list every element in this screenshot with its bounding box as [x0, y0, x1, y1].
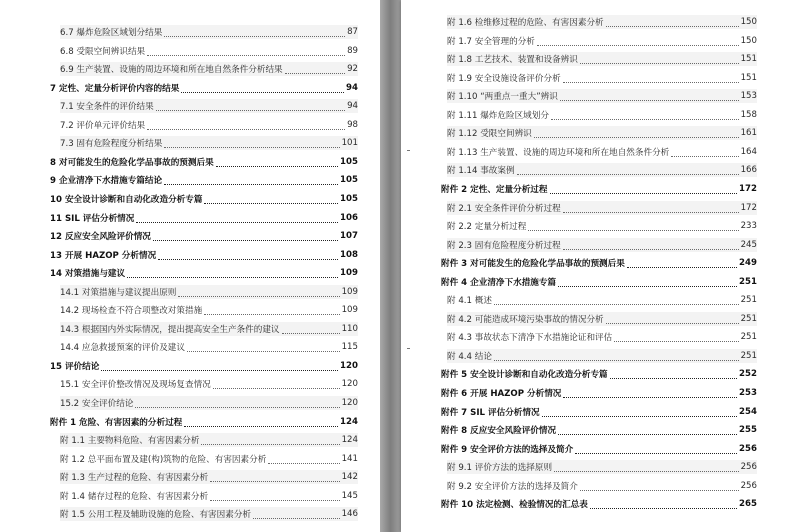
dot-leader — [671, 147, 738, 157]
toc-entry-page: 87 — [347, 27, 358, 37]
dot-leader — [563, 240, 739, 250]
dot-leader — [210, 472, 340, 482]
toc-entry-title: 9 企业清净下水措施专篇结论 — [50, 176, 163, 187]
toc-entry[interactable] — [60, 62, 358, 76]
toc-entry-title: 附 2.3 固有危险程度分析过程 — [447, 240, 561, 251]
toc-entry-page: 251 — [740, 313, 757, 324]
toc-entry-title: 附 1.1 主要物料危险、有害因素分析 — [60, 436, 200, 447]
toc-entry[interactable] — [447, 163, 757, 177]
toc-entry[interactable] — [441, 182, 757, 196]
toc-entry-page: 172 — [739, 183, 757, 194]
dot-leader — [563, 203, 739, 213]
toc-entry[interactable] — [447, 312, 757, 326]
toc-entry-page: 145 — [341, 490, 358, 501]
toc-entry-page: 107 — [340, 231, 358, 242]
toc-entry-page: 166 — [740, 165, 757, 176]
toc-entry[interactable] — [60, 25, 358, 39]
toc-entry-title: 10 安全设计诊断和自动化改造分析专篇 — [50, 194, 203, 205]
toc-entry-page: 151 — [740, 54, 757, 65]
dot-leader — [127, 268, 338, 278]
dot-leader — [216, 157, 338, 167]
toc-entry[interactable] — [50, 266, 358, 280]
dot-leader — [204, 194, 338, 204]
toc-entry[interactable] — [441, 386, 757, 400]
dot-leader — [580, 481, 739, 491]
toc-entry-title: 附件 2 定性、定量分析过程 — [441, 184, 548, 195]
page-gutter — [380, 0, 401, 532]
toc-entry[interactable] — [50, 359, 358, 373]
dot-leader — [494, 351, 739, 361]
toc-entry-title: 附件 3 对可能发生的危险化学品事故的预测后果 — [441, 259, 625, 270]
toc-entry-title: 8 对可能发生的危险化学品事故的预测后果 — [50, 157, 214, 168]
toc-entry-page: 265 — [739, 499, 757, 510]
toc-entry-title: 6.9 生产装置、设施的周边环境和所在地自然条件分析结果 — [60, 65, 283, 76]
toc-entry-page: 255 — [739, 425, 757, 436]
dot-leader — [542, 407, 737, 417]
dot-leader — [563, 73, 739, 83]
toc-entry-page: 110 — [341, 323, 358, 334]
toc-entry[interactable] — [447, 52, 757, 66]
toc-entry-page: 141 — [341, 453, 358, 464]
toc-entry-page: 233 — [740, 221, 757, 232]
dot-leader — [610, 369, 737, 379]
toc-entry[interactable] — [447, 145, 757, 159]
toc-entry-title: 附 1.2 总平面布置及建(构)筑物的危险、有害因素分析 — [60, 454, 267, 465]
dot-leader — [153, 231, 338, 241]
toc-entry[interactable] — [441, 442, 757, 456]
toc-entry-title: 7 定性、定量分析评价内容的结果 — [50, 83, 180, 94]
toc-entry[interactable] — [447, 201, 757, 215]
dot-leader — [268, 454, 339, 464]
toc-entry[interactable] — [60, 303, 358, 317]
toc-entry[interactable] — [50, 229, 358, 243]
toc-entry-title: 附 1.7 安全管理的分析 — [447, 36, 535, 47]
toc-entry-title: 附 2.2 定量分析过程 — [447, 222, 527, 233]
toc-entry-page: 161 — [740, 128, 757, 139]
toc-entry[interactable] — [50, 81, 358, 95]
toc-entry-title: 附 9.1 评价方法的选择原则 — [447, 463, 553, 474]
toc-entry[interactable] — [60, 285, 358, 299]
dot-leader — [285, 64, 345, 74]
toc-entry-title: 附 1.5 公用工程及辅助设施的危险、有害因素分析 — [60, 510, 252, 521]
toc-entry[interactable] — [447, 460, 757, 474]
toc-entry[interactable] — [60, 396, 358, 410]
toc-entry-title: 附 2.1 安全条件评价分析过程 — [447, 203, 561, 214]
toc-entry[interactable] — [60, 99, 358, 113]
toc-entry-title: 附件 9 安全评价方法的选择及简介 — [441, 444, 574, 455]
toc-entry[interactable] — [60, 322, 358, 336]
toc-entry-title: 7.2 评价单元评价结果 — [60, 120, 146, 131]
toc-entry-title: 6.8 受限空间辨识结果 — [60, 46, 146, 57]
toc-entry-page: 89 — [347, 45, 358, 56]
dot-leader — [184, 417, 338, 427]
dot-leader — [181, 83, 344, 93]
toc-entry[interactable] — [447, 219, 757, 233]
toc-entry-page: 245 — [740, 239, 757, 250]
toc-entry-title: 附 1.9 安全设施设备评价分析 — [447, 73, 561, 84]
toc-entry-title: 附 1.8 工艺技术、装置和设备辨识 — [447, 55, 578, 66]
toc-entry-page: 172 — [740, 202, 757, 213]
toc-entry-page: 105 — [340, 175, 358, 186]
toc-entry[interactable] — [60, 489, 358, 503]
dot-leader — [494, 295, 739, 305]
toc-entry-title: 附 4.3 事故状态下清净下水措施论证和评估 — [447, 333, 613, 344]
toc-entry-title: 附 1.14 事故案例 — [447, 166, 515, 177]
margin-mark — [407, 150, 410, 151]
toc-entry-page: 120 — [341, 379, 358, 390]
dot-leader — [101, 361, 338, 371]
dot-leader — [528, 221, 738, 231]
dot-leader — [537, 36, 739, 46]
toc-entry[interactable] — [60, 452, 358, 466]
toc-entry[interactable] — [441, 275, 757, 289]
toc-entry-page: 94 — [346, 82, 358, 93]
toc-entry-page: 249 — [739, 258, 757, 269]
toc-entry-page: 105 — [340, 156, 358, 167]
toc-entry-page: 150 — [740, 17, 757, 27]
toc-entry-title: 附 4.2 可能造成环境污染事故的情况分析 — [447, 314, 604, 325]
toc-entry[interactable] — [60, 377, 358, 391]
toc-entry-title: 14.3 根据国内外实际情况，提出提高安全生产条件的建议 — [60, 324, 280, 335]
dot-leader — [517, 165, 739, 175]
dot-leader — [156, 101, 345, 111]
toc-entry[interactable] — [50, 173, 358, 187]
toc-entry-page: 251 — [740, 332, 757, 343]
dot-leader — [551, 110, 739, 120]
toc-entry-page: 251 — [740, 350, 757, 361]
toc-entry[interactable] — [447, 330, 757, 344]
toc-entry-page: 101 — [341, 138, 358, 149]
dot-leader — [550, 184, 738, 194]
toc-entry[interactable] — [447, 89, 757, 103]
dot-leader — [614, 332, 738, 342]
margin-mark — [407, 348, 410, 349]
toc-entry-title: 附件 5 安全设计诊断和自动化改造分析专篇 — [441, 370, 608, 381]
dot-leader — [147, 120, 345, 130]
dot-leader — [606, 314, 739, 324]
toc-entry-page: 109 — [341, 286, 358, 297]
toc-entry-title: 附件 7 SIL 评估分析情况 — [441, 407, 540, 418]
toc-entry-page: 120 — [341, 398, 358, 408]
toc-entry-title: 11 SIL 评估分析情况 — [50, 213, 135, 224]
dot-leader — [164, 175, 338, 185]
toc-entry-page: 109 — [340, 268, 358, 279]
toc-entry[interactable] — [447, 479, 757, 493]
dot-leader — [178, 287, 339, 297]
dot-leader — [606, 17, 739, 27]
toc-entry-title: 7.1 安全条件的评价结果 — [60, 102, 154, 113]
toc-entry-page: 142 — [341, 472, 358, 483]
toc-entry[interactable] — [441, 405, 757, 419]
toc-entry-title: 6.7 爆炸危险区域划分结果 — [60, 28, 163, 38]
toc-entry[interactable] — [50, 211, 358, 225]
toc-entry-page: 106 — [340, 212, 358, 223]
toc-entry-page: 120 — [340, 360, 358, 371]
toc-entry-page: 109 — [341, 305, 358, 316]
toc-entry-page: 92 — [347, 64, 358, 75]
dot-leader — [563, 388, 737, 398]
toc-entry-title: 13 开展 HAZOP 分析情况 — [50, 250, 157, 261]
toc-entry-title: 14.4 应急救援预案的评价及建议 — [60, 343, 185, 354]
dot-leader — [164, 138, 339, 148]
toc-entry[interactable] — [441, 367, 757, 381]
toc-entry[interactable] — [60, 340, 358, 354]
dot-leader — [560, 91, 739, 101]
dot-leader — [534, 128, 739, 138]
toc-entry-page: 164 — [740, 146, 757, 157]
toc-entry-title: 14.2 现场检查不符合项整改对策措施 — [60, 306, 203, 317]
toc-entry-title: 附 1.10 “两重点一重大”辨识 — [447, 92, 558, 103]
toc-entry-title: 附件 4 企业清净下水措施专篇 — [441, 277, 557, 288]
toc-entry-page: 253 — [739, 388, 757, 398]
toc-entry-title: 附 1.6 检维修过程的危险、有害因素分析 — [447, 18, 604, 28]
toc-entry-title: 15.1 安全评价整改情况及现场复查情况 — [60, 380, 211, 391]
toc-entry[interactable] — [447, 238, 757, 252]
toc-entry[interactable] — [447, 71, 757, 85]
dot-leader — [164, 27, 345, 37]
dot-leader — [204, 305, 339, 315]
toc-entry-title: 14 对策措施与建议 — [50, 269, 126, 280]
toc-entry[interactable] — [60, 507, 358, 521]
dot-leader — [558, 425, 737, 435]
dot-leader — [210, 491, 340, 501]
dot-leader — [201, 435, 339, 445]
toc-entry-title: 附 1.3 生产过程的危险、有害因素分析 — [60, 473, 209, 484]
toc-entry-page: 254 — [739, 406, 757, 417]
dot-leader — [554, 462, 739, 472]
toc-entry[interactable] — [60, 470, 358, 484]
toc-entry-page: 153 — [740, 91, 757, 102]
toc-entry[interactable] — [50, 155, 358, 169]
toc-page-right — [401, 0, 805, 532]
toc-entry-title: 附 1.4 储存过程的危险、有害因素分析 — [60, 491, 209, 502]
toc-entry[interactable] — [50, 415, 358, 429]
toc-entry-title: 附 1.11 爆炸危险区域划分 — [447, 110, 549, 121]
toc-entry-page: 105 — [340, 193, 358, 204]
dot-leader — [282, 324, 340, 334]
dot-leader — [575, 444, 737, 454]
toc-entry-title: 附件 1 危险、有害因素的分析过程 — [50, 417, 183, 428]
dot-leader — [627, 258, 737, 268]
toc-entry[interactable] — [447, 293, 757, 307]
toc-entry-title: 14.1 对策措施与建议提出原则 — [60, 287, 177, 298]
toc-entry[interactable] — [60, 44, 358, 58]
toc-entry[interactable] — [50, 192, 358, 206]
dot-leader — [213, 379, 340, 389]
dot-leader — [135, 398, 339, 408]
toc-entry[interactable] — [447, 34, 757, 48]
toc-entry[interactable] — [447, 15, 757, 29]
toc-entry-page: 94 — [347, 101, 358, 112]
toc-entry-page: 256 — [739, 443, 757, 454]
toc-entry-page: 124 — [341, 435, 358, 446]
dot-leader — [158, 250, 338, 260]
toc-entry[interactable] — [441, 423, 757, 437]
toc-entry-title: 15 评价结论 — [50, 361, 100, 372]
dot-leader — [253, 509, 340, 519]
toc-entry[interactable] — [447, 349, 757, 363]
toc-entry-page: 150 — [740, 35, 757, 46]
toc-entry-page: 146 — [341, 509, 358, 520]
toc-entry-page: 256 — [740, 480, 757, 491]
toc-entry-title: 15.2 安全评价结论 — [60, 399, 134, 409]
toc-entry-page: 158 — [740, 109, 757, 120]
toc-entry-title: 附 1.12 受限空间辨识 — [447, 129, 532, 140]
toc-entry-title: 附 4.1 概述 — [447, 296, 492, 307]
toc-entry[interactable] — [60, 433, 358, 447]
dot-leader — [580, 54, 739, 64]
dot-leader — [147, 46, 345, 56]
toc-entry-title: 附 9.2 安全评价方法的选择及简介 — [447, 481, 578, 492]
toc-entry-page: 251 — [740, 295, 757, 306]
toc-entry-page: 252 — [739, 369, 757, 380]
toc-entry-title: 12 反应安全风险评价情况 — [50, 232, 151, 243]
toc-entry[interactable] — [60, 136, 358, 150]
dot-leader — [136, 213, 338, 223]
toc-entry-title: 附 4.4 结论 — [447, 351, 492, 362]
toc-entry-title: 附件 6 开展 HAZOP 分析情况 — [441, 389, 562, 399]
toc-entry[interactable] — [50, 248, 358, 262]
dot-leader — [187, 342, 340, 352]
toc-entry-page: 108 — [340, 249, 358, 260]
toc-entry-title: 附 1.13 生产装置、设施的周边环境和所在地自然条件分析 — [447, 147, 670, 158]
toc-entry-page: 151 — [740, 72, 757, 83]
dot-leader — [590, 499, 737, 509]
toc-entry[interactable] — [447, 108, 757, 122]
toc-page-left — [0, 0, 380, 532]
toc-entry-title: 7.3 固有危险程度分析结果 — [60, 139, 163, 150]
toc-entry-title: 附件 8 反应安全风险评价情况 — [441, 426, 557, 437]
dot-leader — [558, 277, 737, 287]
toc-entry-page: 98 — [347, 119, 358, 130]
toc-entry-page: 251 — [739, 276, 757, 287]
toc-entry-page: 256 — [740, 462, 757, 473]
toc-entry[interactable] — [60, 118, 358, 132]
toc-entry-page: 124 — [340, 416, 358, 427]
toc-entry-page: 115 — [341, 342, 358, 353]
toc-entry[interactable] — [447, 126, 757, 140]
toc-entry-title: 附件 10 法定检测、检验情况的汇总表 — [441, 500, 588, 511]
toc-entry[interactable] — [441, 497, 757, 511]
toc-entry[interactable] — [441, 256, 757, 270]
